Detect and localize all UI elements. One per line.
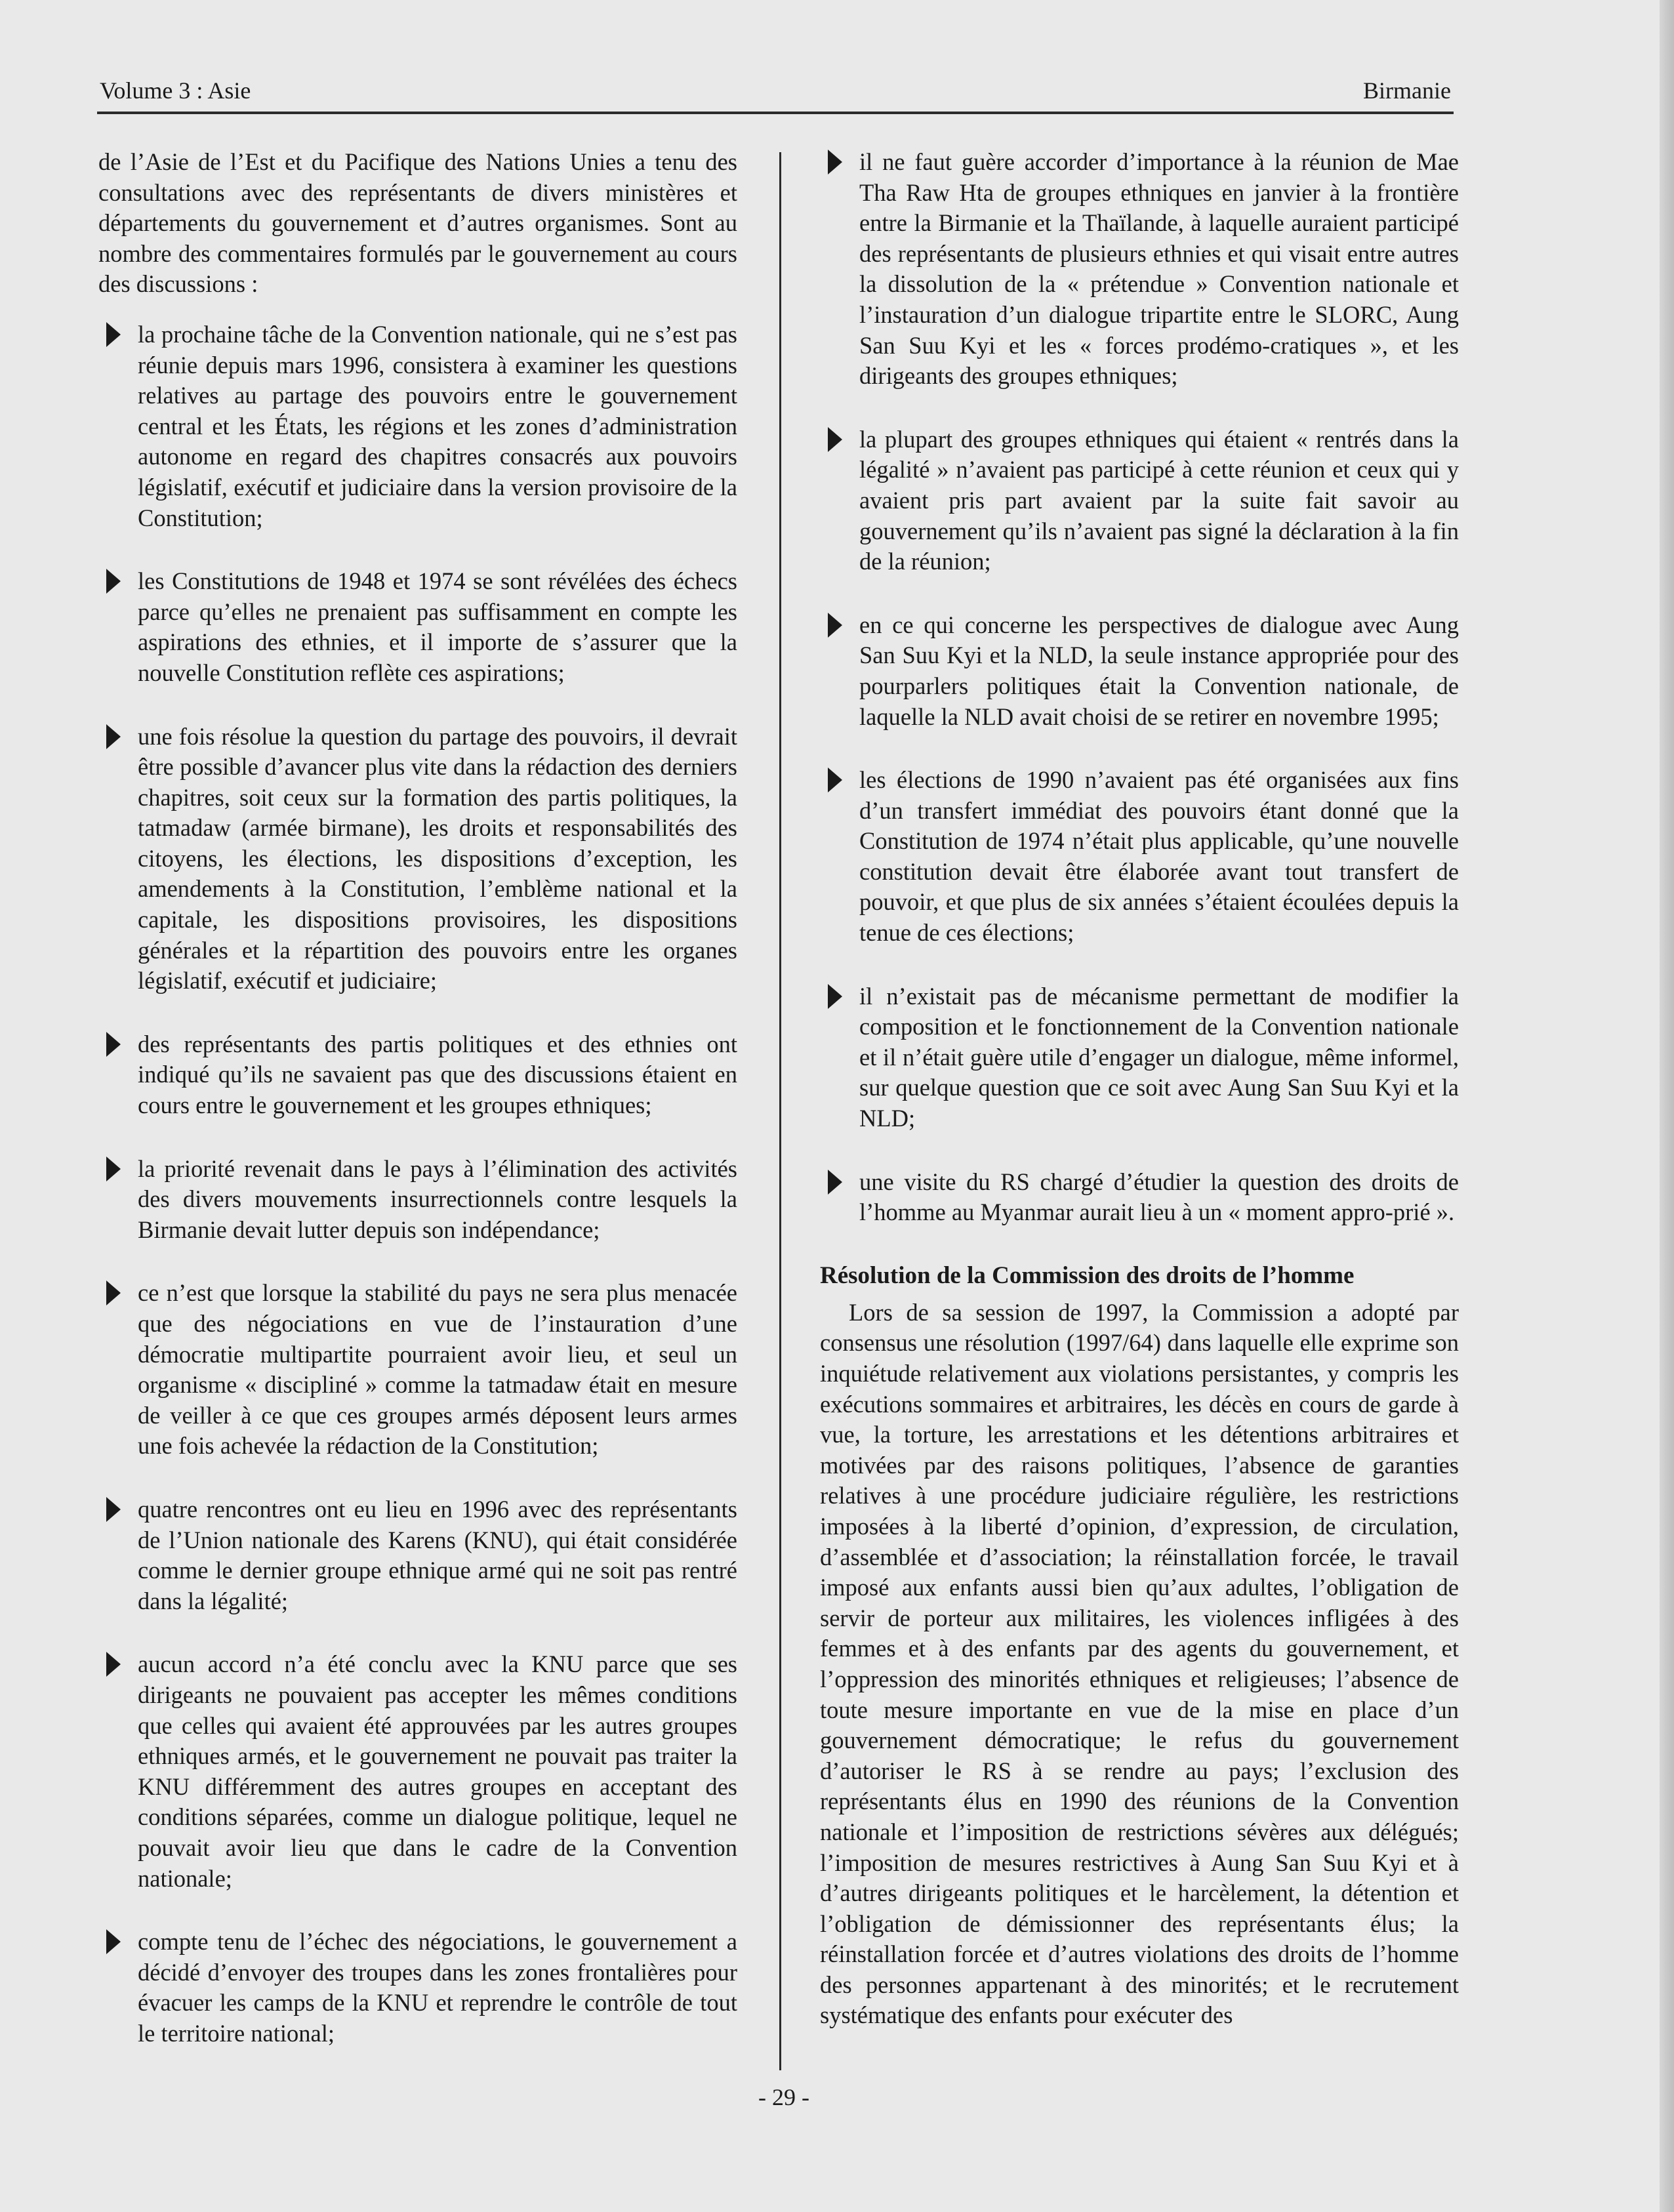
triangle-bullet-icon: [106, 1929, 121, 1954]
bullet-item: [820, 424, 1459, 577]
intro-paragraph: de l’Asie de l’Est et du Pacifique des Nations Unies a tenu des consultations avec des représentants de divers ministères et départements du gouvernement et d’autres organismes. Sont au nombre des commentaires formulés par le gouvernement au cours des discussions :: [98, 148, 737, 298]
bullet-text: la prochaine tâche de la Convention nationale, qui ne s’est pas réunie depuis mars 1996, consistera à examiner les questions relatives au partage des pouvoirs entre le gouvernement central et les États, les régions et les zones d’administration autonome en regard des chapitres consacrés aux pouvoirs législatif, exécutif et judiciaire dans la version provisoire de la Constitution;: [138, 320, 737, 531]
bullet-text: compte tenu de l’échec des négociations, le gouvernement a décidé d’envoyer des troupes dans les zones frontalières pour évacuer les camps de la KNU et reprendre le contrôle de tout le territoire national;: [138, 1928, 737, 2047]
triangle-bullet-icon: [828, 1170, 842, 1195]
triangle-bullet-icon: [828, 150, 842, 174]
triangle-bullet-icon: [828, 768, 842, 792]
bullet-item: [820, 1167, 1459, 1228]
bullet-item: [820, 610, 1459, 732]
page-edge: [1660, 0, 1674, 2212]
triangle-bullet-icon: [106, 1652, 121, 1677]
bullet-item: [98, 722, 737, 996]
bullet-text: ce n’est que lorsque la stabilité du pays ne sera plus menacée que des négociations en vue de l’instauration d’une démocratie multipartite pourraient avoir lieu, et seul un organisme « discipliné » comme la tatmadaw était en mesure de veiller à ce que ces groupes armés déposent leurs armes une fois achevée la rédaction de la Constitution;: [138, 1279, 737, 1460]
bullet-text: quatre rencontres ont eu lieu en 1996 avec des représentants de l’Union nationale des Karens (KNU), qui était considérée comme le dernier groupe ethnique armé qui ne soit pas rentré dans la légalité;: [138, 1495, 737, 1614]
bullet-text: il ne faut guère accorder d’importance à la réunion de Mae Tha Raw Hta de groupes ethniques en janvier à la frontière entre la Birmanie et la Thaïlande, à laquelle auraient participé des représentants de plusieurs ethnies et qui visait entre autres la dissolution de la « prétendue » Convention nationale et l’instauration d’un dialogue tripartite entre le SLORC, Aung San Suu Kyi et les « forces prodémo-cratiques », et les dirigeants des groupes ethniques;: [859, 148, 1459, 390]
bullet-item: [98, 1649, 737, 1894]
bullet-text: la priorité revenait dans le pays à l’élimination des activités des divers mouvements insurrectionnels contre lesquels la Birmanie devait lutter depuis son indépendance;: [138, 1155, 737, 1243]
bullet-text: la plupart des groupes ethniques qui étaient « rentrés dans la légalité » n’avaient pas participé à cette réunion et ceux qui y avaient pris part avaient par la suite fait savoir au gouvernement qu’ils n’avaient pas signé la déclaration à la fin de la réunion;: [859, 425, 1459, 575]
bullet-item: [98, 566, 737, 688]
triangle-bullet-icon: [106, 569, 121, 594]
bullet-item: [98, 1927, 737, 2049]
header-rule: [97, 112, 1454, 114]
bullet-text: aucun accord n’a été conclu avec la KNU parce que ses dirigeants ne pouvaient pas accepter les mêmes conditions que celles qui avaient été approuvées par les autres groupes ethniques armés, et le gouvernement ne pouvait pas traiter la KNU différemment des autres groupes en acceptant des conditions séparées, comme un dialogue politique, lequel ne pouvait avoir lieu que dans le cadre de la Convention nationale;: [138, 1650, 737, 1892]
bullet-item: [820, 765, 1459, 949]
bullet-item: [820, 147, 1459, 392]
bullet-item: [98, 319, 737, 533]
triangle-bullet-icon: [106, 1157, 121, 1181]
bullet-item: [98, 1278, 737, 1462]
triangle-bullet-icon: [106, 1032, 121, 1057]
triangle-bullet-icon: [106, 724, 121, 749]
bullet-text: en ce qui concerne les perspectives de dialogue avec Aung San Suu Kyi et la NLD, la seule instance appropriée pour des pourparlers politiques était la Convention nationale, de laquelle la NLD avait choisi de se retirer en novembre 1995;: [859, 611, 1459, 730]
triangle-bullet-icon: [106, 322, 121, 347]
triangle-bullet-icon: [106, 1280, 121, 1305]
triangle-bullet-icon: [828, 984, 842, 1009]
right-column: [820, 147, 1459, 2031]
bullet-text: des représentants des partis politiques et des ethnies ont indiqué qu’ils ne savaient pas que des discussions étaient en cours entre le gouvernement et les groupes ethniques;: [138, 1030, 737, 1119]
bullet-text: une fois résolue la question du partage des pouvoirs, il devrait être possible d’avancer plus vite dans la rédaction des derniers chapitres, soit ceux sur la formation des partis politiques, la tatmadaw (armée birmane), les droits et responsabilités des citoyens, les élections, les dispositions d’exception, les amendements à la Constitution, l’emblème national et la capitale, les dispositions provisoires, les dispositions générales et la répartition des pouvoirs entre les organes législatif, exécutif et judiciaire;: [138, 722, 737, 994]
bullet-text: une visite du RS chargé d’étudier la question des droits de l’homme au Myanmar aurait lieu à un « moment appro-prié ».: [859, 1168, 1459, 1226]
triangle-bullet-icon: [106, 1497, 121, 1522]
header-country: Birmanie: [1363, 77, 1451, 104]
bullet-text: les Constitutions de 1948 et 1974 se sont révélées des échecs parce qu’elles ne prenaient pas suffisamment en compte les aspirations des ethnies, et il importe de s’assurer que la nouvelle Constitution reflète ces aspirations;: [138, 567, 737, 686]
header-volume: Volume 3 : Asie: [100, 77, 251, 104]
bullet-text: les élections de 1990 n’avaient pas été organisées aux fins d’un transfert immédiat des pouvoirs étant donné que la Constitution de 1974 n’était plus applicable, qu’une nouvelle constitution devait être élaborée avant tout transfert de pouvoir, et que plus de six années s’étaient écoulées depuis la tenue de ces élections;: [859, 766, 1459, 947]
bullet-item: [98, 1029, 737, 1121]
section-paragraph: Lors de sa session de 1997, la Commission a adopté par consensus une résolution (1997/64) dans laquelle elle exprime son inquiétude relativement aux violations persistantes, y compris les exécutions sommaires et arbitraires, les décès en cours de garde à vue, la torture, les arrestations et les détentions arbitraires et motivées par des raisons politiques, l’absence de garanties relatives à une procédure judiciaire régulière, les restrictions imposées à la liberté d’opinion, d’expression, de circulation, d’assemblée et d’association; la réinstallation forcée, le travail imposé aux enfants aussi bien qu’aux adultes, l’obligation de servir de porteur aux militaires, les violences infligées à des femmes et à des enfants par des agents du gouvernement, et l’oppression des minorités ethniques et religieuses; l’absence de toute mesure importante en vue de la mise en place d’un gouvernement démocratique; le refus du gouvernement d’autoriser le RS à se rendre au pays; l’exclusion des représentants élus en 1990 des réunions de la Convention nationale et l’imposition de restrictions sévères aux délégués; l’imposition de mesures restrictives à Aung San Suu Kyi et à d’autres dirigeants politiques et le harcèlement, la détention et l’obligation de démissionner des représentants élus; la réinstallation forcée et d’autres violations des droits de l’homme des personnes appartenant à des minorités; et le recrutement systématique des enfants pour exécuter des: [820, 1298, 1459, 2029]
triangle-bullet-icon: [828, 427, 842, 452]
column-divider: [779, 152, 781, 2070]
bullet-text: il n’existait pas de mécanisme permettant de modifier la composition et le fonctionnement de la Convention nationale et il n’était guère utile d’engager un dialogue, même informel, sur quelque question que ce soit avec Aung San Suu Kyi et la NLD;: [859, 982, 1459, 1132]
section-heading: Résolution de la Commission des droits de l’homme: [820, 1261, 1355, 1289]
bullet-item: [820, 981, 1459, 1134]
bullet-item: [98, 1494, 737, 1616]
page-number: - 29 -: [758, 2084, 809, 2110]
bullet-item: [98, 1154, 737, 1246]
left-column: [98, 147, 737, 2081]
triangle-bullet-icon: [828, 613, 842, 638]
